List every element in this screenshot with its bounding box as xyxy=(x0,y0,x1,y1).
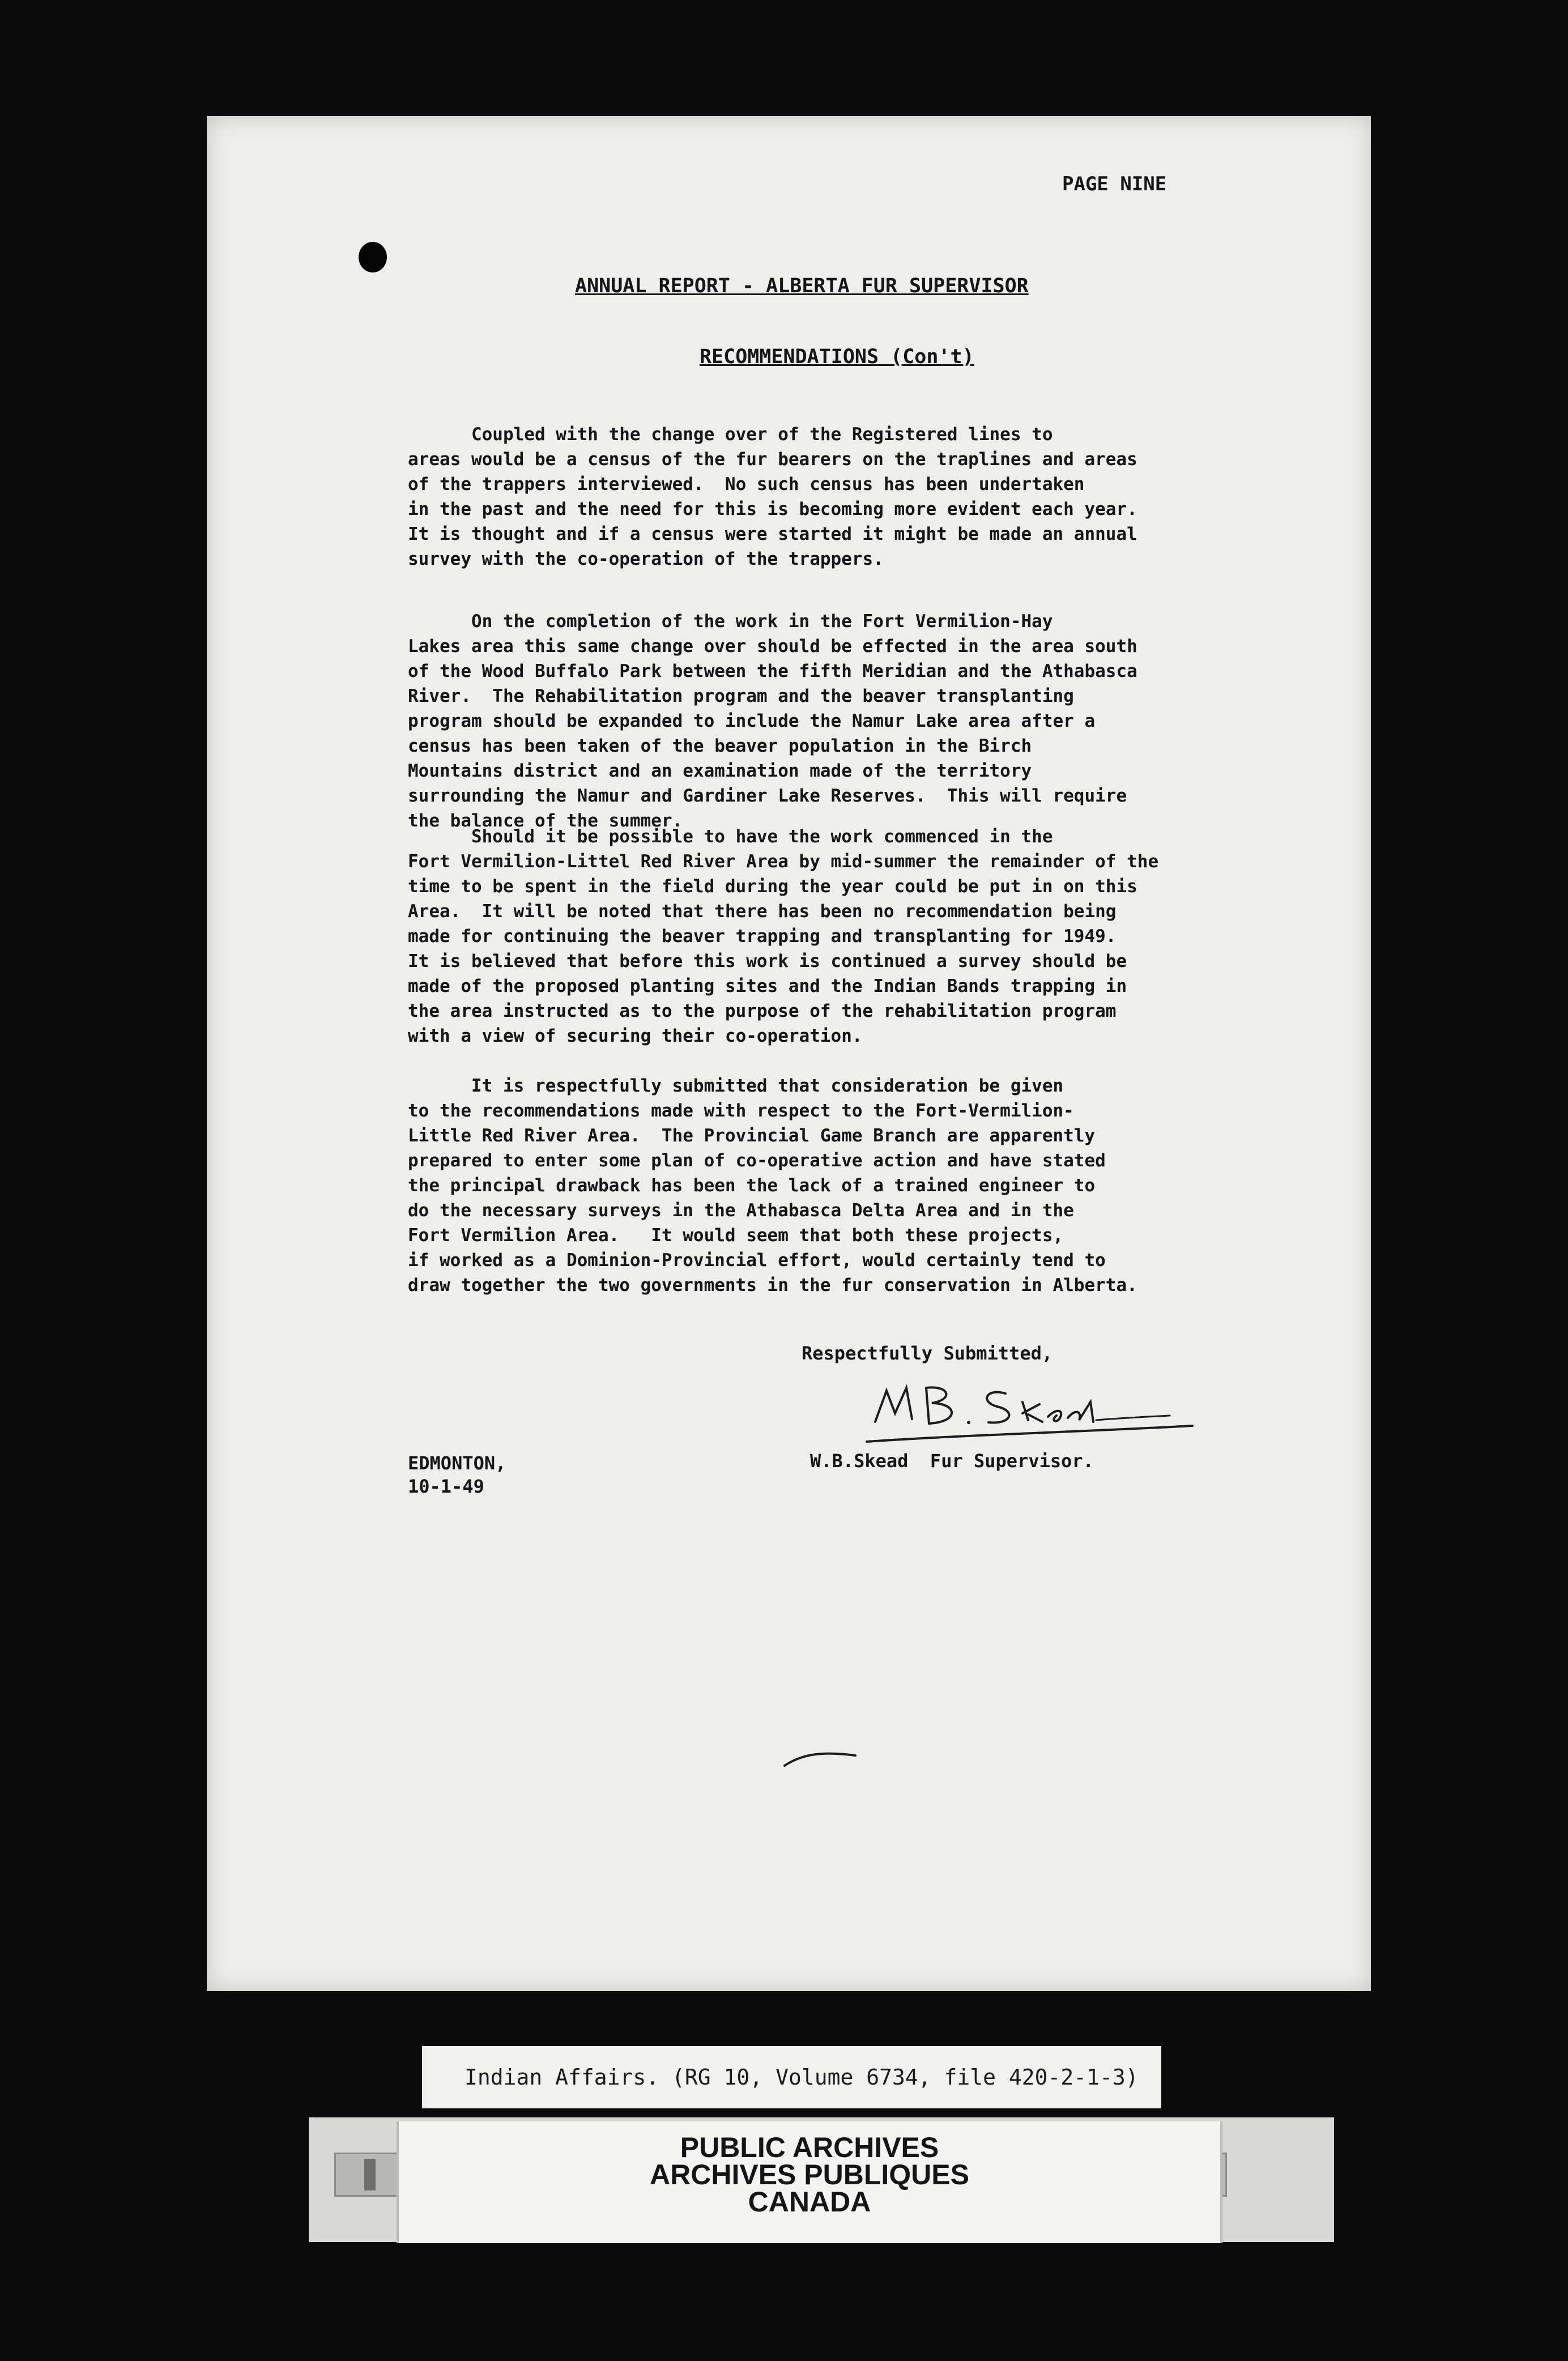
document-page xyxy=(207,116,1371,1991)
film-tab-left xyxy=(334,2153,403,2197)
text-line: It is thought and if a census were started it might be made an annual xyxy=(408,524,1137,544)
text-line: It is believed that before this work is continued a survey should be xyxy=(408,951,1127,971)
text-line: It is respectfully submitted that consideration be given xyxy=(408,1076,1064,1096)
punch-hole xyxy=(359,242,387,272)
text-line: Lakes area this same change over should be effected in the area south xyxy=(408,636,1137,657)
text-line: draw together the two governments in the fur conservation in Alberta. xyxy=(408,1275,1137,1295)
text-line: of the trappers interviewed. No such census has been undertaken xyxy=(408,474,1085,495)
archive-line: CANADA xyxy=(748,2186,871,2218)
report-title: ANNUAL REPORT - ALBERTA FUR SUPERVISOR xyxy=(575,275,1029,297)
place-of-writing: EDMONTON, xyxy=(408,1452,506,1474)
document-date: 10-1-49 xyxy=(408,1476,484,1497)
text-line: census has been taken of the beaver population in the Birch xyxy=(408,736,1032,756)
text-line: if worked as a Dominion-Provincial effort, would certainly tend to xyxy=(408,1250,1106,1271)
text-line: Fort Vermilion-Littel Red River Area by mid-summer the remainder of the xyxy=(408,851,1159,872)
text-line: made for continuing the beaver trapping and transplanting for 1949. xyxy=(408,926,1117,947)
closing-line: Respectfully Submitted, xyxy=(802,1343,1053,1364)
text-line: in the past and the need for this is becoming more evident each year. xyxy=(408,499,1137,519)
text-line: the principal drawback has been the lack of a trained engineer to xyxy=(408,1175,1096,1196)
text-line: program should be expanded to include the Namur Lake area after a xyxy=(408,711,1096,731)
pen-mark xyxy=(782,1748,861,1770)
text-line: On the completion of the work in the Fort Vermilion-Hay xyxy=(408,611,1053,632)
text-line: to the recommendations made with respect to the Fort-Vermilion- xyxy=(408,1101,1074,1121)
paragraph-fort-vermilion xyxy=(408,609,1292,833)
archive-label-text xyxy=(399,2132,1220,2218)
citation-text: Indian Affairs. (RG 10, Volume 6734, file 420-2-1-3) xyxy=(465,2065,1139,2090)
text-line: prepared to enter some plan of co-operative action and have stated xyxy=(408,1150,1106,1171)
text-line: Should it be possible to have the work commenced in the xyxy=(408,826,1053,847)
page-label: PAGE NINE xyxy=(1062,173,1167,195)
text-line: made of the proposed planting sites and the Indian Bands trapping in xyxy=(408,976,1127,996)
archive-label xyxy=(397,2121,1222,2243)
section-subtitle: RECOMMENDATIONS (Con't) xyxy=(700,346,974,368)
text-line: time to be spent in the field during the year could be put in on this xyxy=(408,876,1137,897)
text-line: surrounding the Namur and Gardiner Lake Reserves. This will require xyxy=(408,786,1127,806)
text-line: Little Red River Area. The Provincial Game Branch are apparently xyxy=(408,1126,1096,1146)
handwritten-signature xyxy=(853,1368,1204,1453)
text-line: the area instructed as to the purpose of the rehabilitation program xyxy=(408,1001,1117,1021)
paragraph-red-river xyxy=(408,824,1292,1049)
paragraph-submission xyxy=(408,1073,1292,1298)
paragraph-census xyxy=(408,422,1292,572)
citation-strip xyxy=(422,2046,1161,2108)
archive-line: PUBLIC ARCHIVES xyxy=(680,2132,939,2163)
text-line: with a view of securing their co-operation. xyxy=(408,1026,863,1046)
text-line: Coupled with the change over of the Registered lines to xyxy=(408,424,1053,445)
text-line: Fort Vermilion Area. It would seem that both these projects, xyxy=(408,1225,1064,1246)
text-line: Mountains district and an examination made of the territory xyxy=(408,761,1032,781)
signer-name: W.B.Skead Fur Supervisor. xyxy=(810,1450,1094,1472)
text-line: survey with the co-operation of the trappers. xyxy=(408,549,884,569)
text-line: River. The Rehabilitation program and the beaver transplanting xyxy=(408,686,1074,706)
text-line: of the Wood Buffalo Park between the fifth Meridian and the Athabasca xyxy=(408,661,1137,681)
text-line: areas would be a census of the fur bearers on the traplines and areas xyxy=(408,449,1137,470)
text-line: the balance of the summer. xyxy=(408,811,683,831)
text-line: Area. It will be noted that there has been no recommendation being xyxy=(408,901,1117,922)
text-line: do the necessary surveys in the Athabasca Delta Area and in the xyxy=(408,1200,1074,1221)
archive-line: ARCHIVES PUBLIQUES xyxy=(650,2159,969,2190)
